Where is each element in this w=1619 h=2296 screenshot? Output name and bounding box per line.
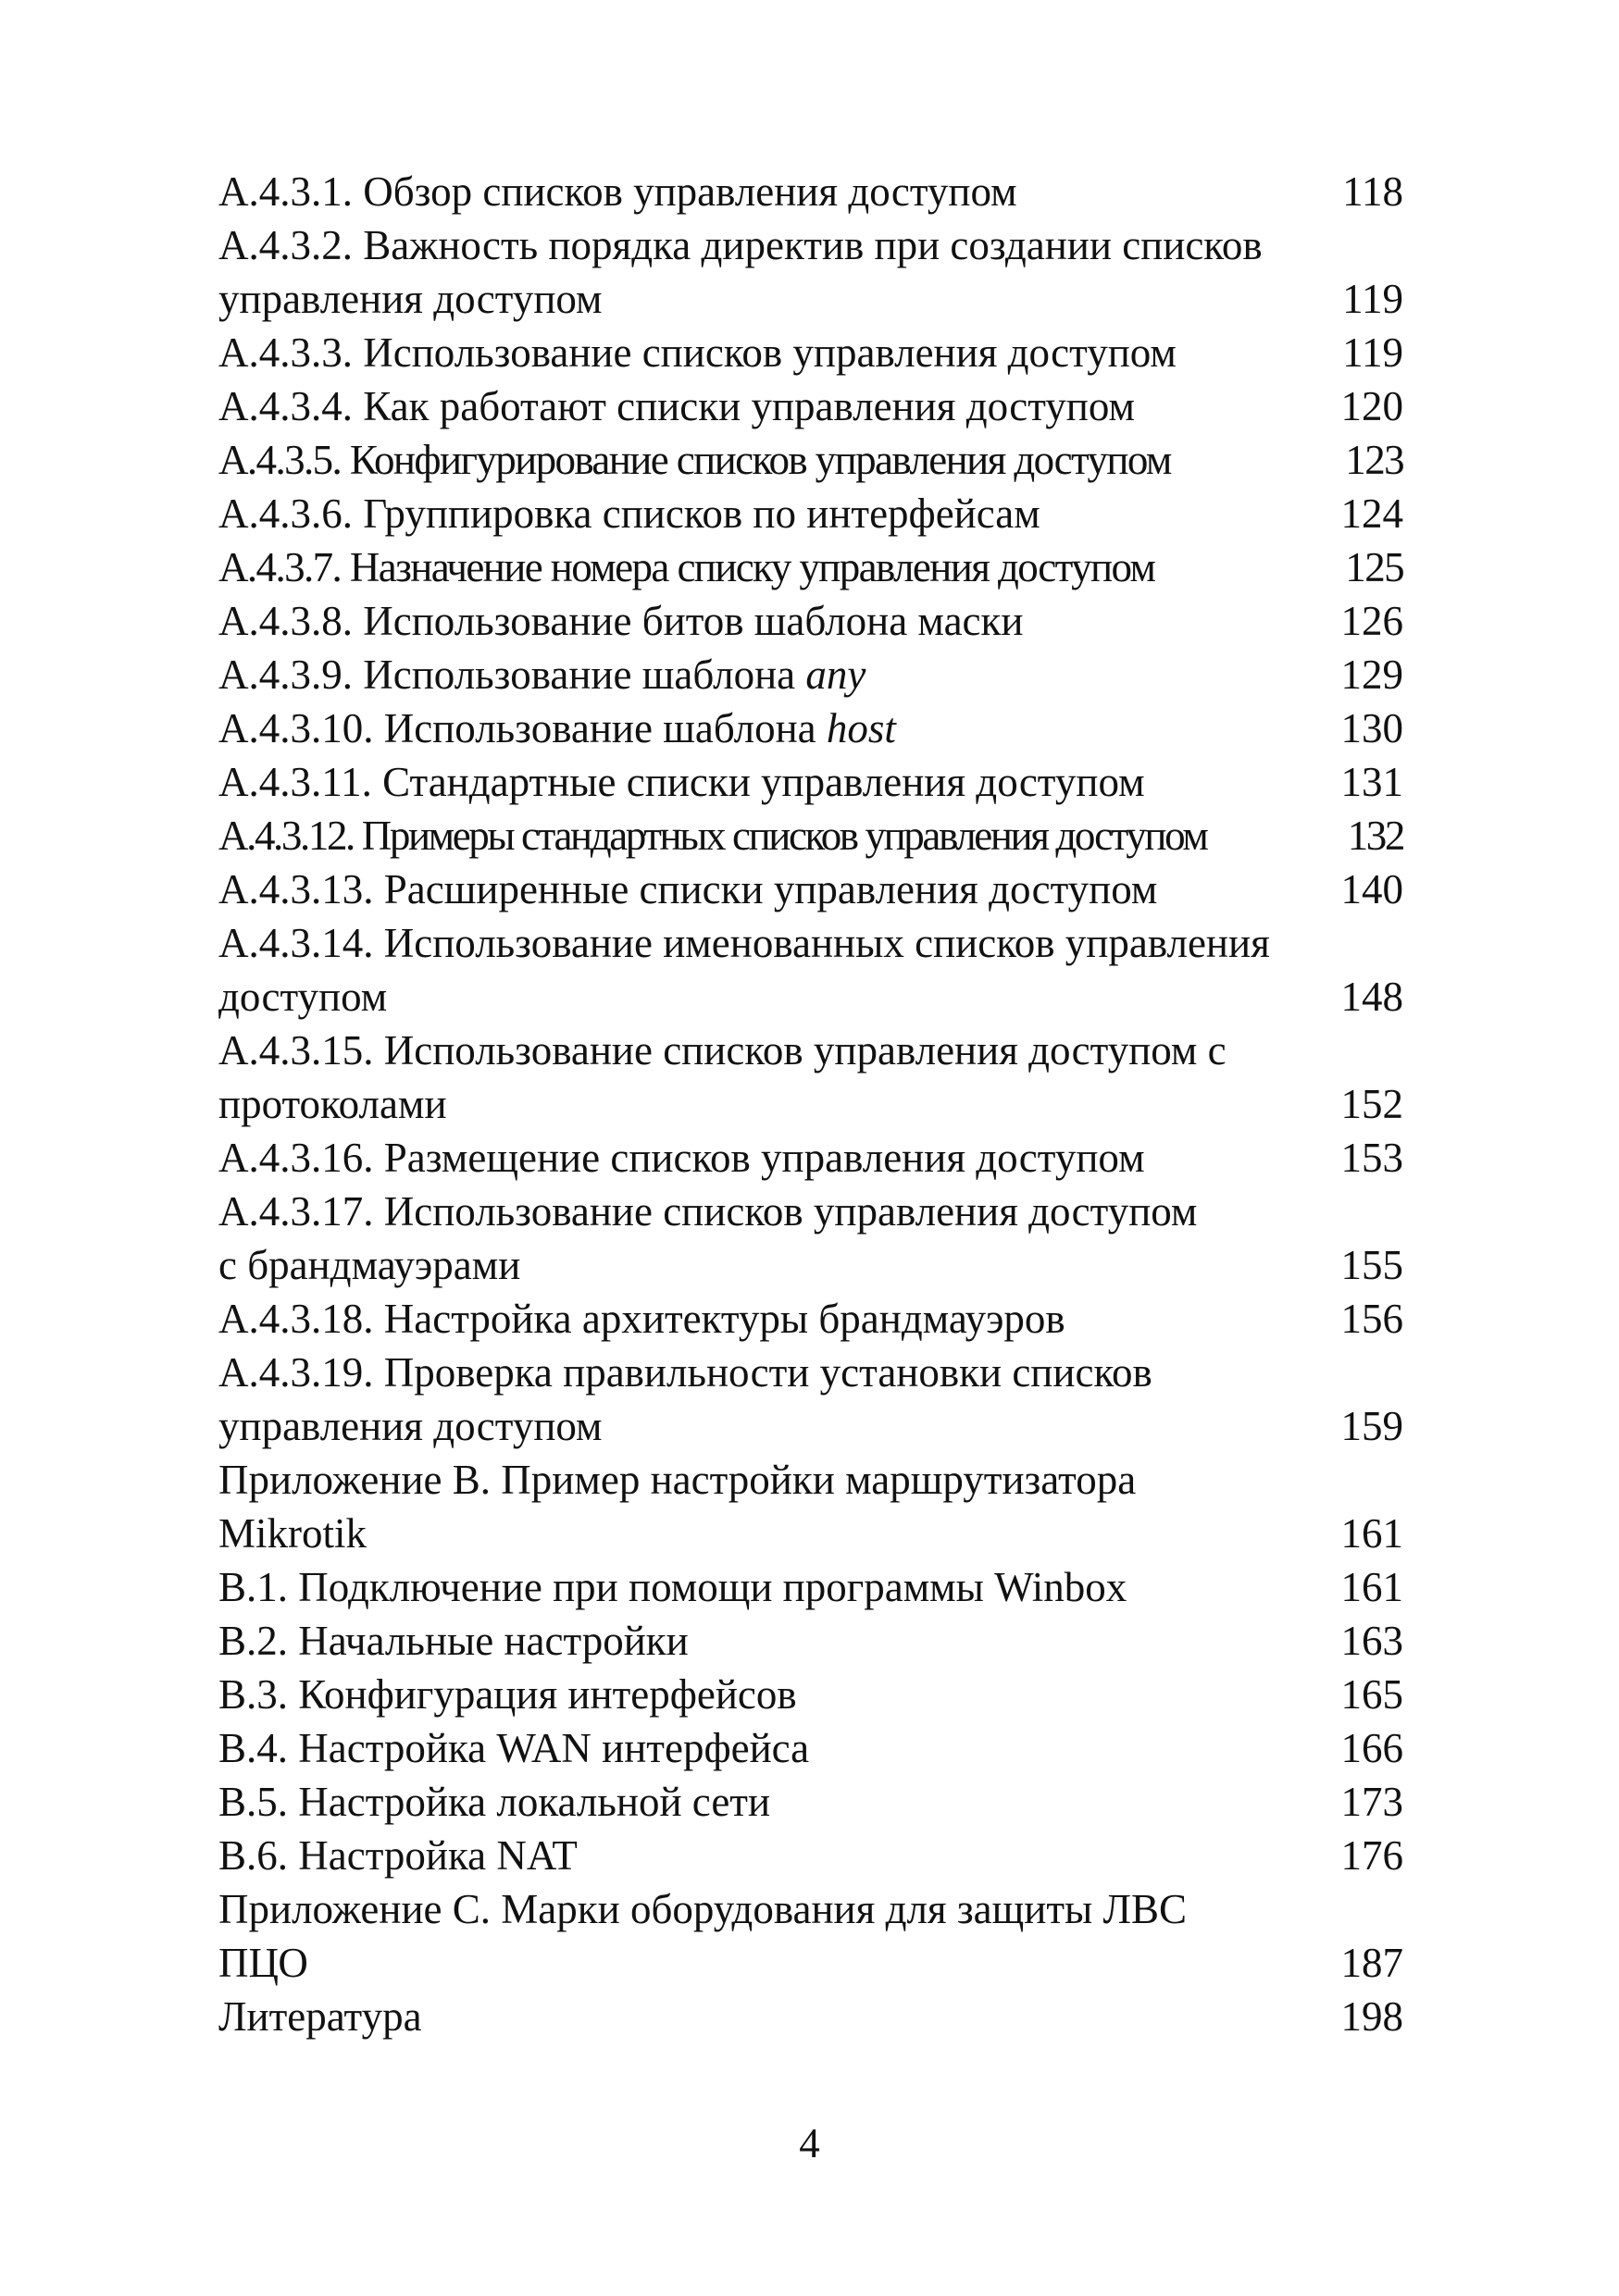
toc-entry-page: 118: [1342, 168, 1403, 215]
toc-entry-title: А.4.3.15. Использование списков управления доступом с: [218, 1027, 1227, 1074]
toc-entry[interactable]: [218, 379, 1403, 433]
toc-entry[interactable]: [218, 701, 1403, 755]
toc-entry-title: А.4.3.7. Назначение номера списку управления доступом: [218, 544, 1155, 590]
toc-entry-page: 123: [1345, 437, 1403, 483]
toc-entry-title: В.1. Подключение при помощи программы Winbox: [218, 1564, 1127, 1610]
toc-entry[interactable]: [218, 1990, 1403, 2043]
toc-entry-page: 166: [1340, 1725, 1403, 1771]
toc-entry-title: В.4. Настройка WAN интерфейса: [218, 1725, 810, 1771]
toc-entry-page: 176: [1340, 1832, 1403, 1879]
toc-entry-title: В.6. Настройка NAT: [218, 1832, 578, 1879]
toc-entry[interactable]: [218, 594, 1403, 648]
toc-entry-page: 131: [1340, 759, 1403, 805]
toc-entry-title: А.4.3.13. Расширенные списки управления доступом: [218, 866, 1158, 912]
toc-entry-title-continuation: с брандмауэрами: [218, 1242, 521, 1288]
toc-entry[interactable]: [218, 755, 1403, 809]
toc-entry-title: А.4.3.14. Использование именованных списков управления: [218, 920, 1270, 966]
toc-entry-title: А.4.3.4. Как работают списки управления доступом: [218, 383, 1135, 429]
toc-entry-page: 161: [1340, 1510, 1403, 1557]
toc-entry-title: В.2. Начальные настройки: [218, 1618, 689, 1664]
toc-entry[interactable]: [218, 1560, 1403, 1614]
toc-entry-title-continuation: ПЦО: [218, 1940, 308, 1986]
toc-entry[interactable]: [218, 165, 1403, 218]
toc-entry-page: 140: [1340, 866, 1403, 912]
toc-entry-title-continuation: управления доступом: [218, 276, 603, 322]
toc-entry[interactable]: [218, 433, 1403, 487]
toc-entry-page: 156: [1340, 1296, 1403, 1342]
toc-entry-title: А.4.3.18. Настройка архитектуры брандмауэров: [218, 1296, 1065, 1342]
toc-entry-title: В.3. Конфигурация интерфейсов: [218, 1671, 797, 1718]
toc-entry-page: 155: [1340, 1242, 1403, 1288]
toc-entry-title: А.4.3.11. Стандартные списки управления доступом: [218, 759, 1145, 805]
toc-entry-title: А.4.3.5. Конфигурирование списков управления доступом: [218, 437, 1171, 483]
toc-entry[interactable]: [218, 1775, 1403, 1829]
toc-entry[interactable]: [218, 1024, 1403, 1131]
toc-entry-page: 159: [1340, 1403, 1403, 1449]
toc-entry-page: 132: [1347, 813, 1403, 859]
toc-entry[interactable]: [218, 1185, 1403, 1292]
toc-entry-page: 173: [1340, 1779, 1403, 1825]
toc-entry-title: А.4.3.6. Группировка списков по интерфейсам: [218, 490, 1040, 537]
table-of-contents: [218, 165, 1403, 2043]
toc-entry-title: А.4.3.17. Использование списков управления доступом: [218, 1188, 1198, 1235]
toc-entry-page: 165: [1340, 1671, 1403, 1718]
toc-entry-page: 119: [1342, 276, 1403, 322]
toc-entry[interactable]: [218, 1292, 1403, 1346]
toc-entry[interactable]: [218, 218, 1403, 326]
toc-entry-title: А.4.3.9. Использование шаблона: [218, 652, 806, 698]
page-number: 4: [799, 2120, 820, 2166]
toc-entry-page: 124: [1340, 490, 1403, 537]
toc-entry[interactable]: [218, 326, 1403, 379]
toc-entry[interactable]: [218, 863, 1403, 916]
toc-entry[interactable]: [218, 1453, 1403, 1560]
toc-entry-title: А.4.3.12. Примеры стандартных списков управления доступом: [218, 813, 1207, 859]
toc-entry[interactable]: [218, 1882, 1403, 1990]
toc-entry[interactable]: [218, 648, 1403, 701]
toc-entry-title: А.4.3.2. Важность порядка директив при создании списков: [218, 222, 1263, 268]
toc-entry-title: А.4.3.1. Обзор списков управления доступом: [218, 168, 1017, 215]
toc-entry-title-emphasis: host: [826, 705, 896, 751]
toc-entry-title: Приложение В. Пример настройки маршрутизатора: [218, 1457, 1137, 1503]
toc-entry-page: 125: [1345, 544, 1403, 590]
toc-entry-page: 129: [1340, 652, 1403, 698]
toc-entry[interactable]: [218, 1346, 1403, 1453]
toc-entry-title-wrapper: [218, 701, 1331, 755]
toc-entry[interactable]: [218, 1721, 1403, 1775]
toc-entry-page: 187: [1340, 1940, 1403, 1986]
toc-entry-title-continuation: протоколами: [218, 1081, 447, 1127]
toc-entry-page: 161: [1340, 1564, 1403, 1610]
toc-entry-title: А.4.3.8. Использование битов шаблона маски: [218, 598, 1024, 644]
toc-entry[interactable]: [218, 1614, 1403, 1668]
toc-entry-page: 126: [1340, 598, 1403, 644]
toc-entry-page: 119: [1342, 329, 1403, 376]
toc-entry-page: 130: [1340, 705, 1403, 751]
toc-entry-page: 120: [1340, 383, 1403, 429]
toc-entry-title: В.5. Настройка локальной сети: [218, 1779, 771, 1825]
toc-entry-title-emphasis: any: [805, 652, 866, 698]
toc-entry[interactable]: [218, 809, 1403, 863]
toc-entry[interactable]: [218, 1829, 1403, 1882]
toc-entry-title: Литература: [218, 1993, 422, 2040]
toc-entry[interactable]: [218, 916, 1403, 1024]
toc-entry[interactable]: [218, 1131, 1403, 1185]
toc-entry-title: А.4.3.3. Использование списков управления доступом: [218, 329, 1177, 376]
toc-entry-title-wrapper: [218, 648, 1331, 701]
toc-entry[interactable]: [218, 487, 1403, 540]
toc-entry-page: 153: [1340, 1135, 1403, 1181]
toc-entry-page: 163: [1340, 1618, 1403, 1664]
toc-entry-title-continuation: Mikrotik: [218, 1510, 367, 1557]
toc-entry-title: Приложение С. Марки оборудования для защиты ЛВС: [218, 1886, 1188, 1932]
toc-entry-title: А.4.3.10. Использование шаблона: [218, 705, 827, 751]
toc-entry-page: 198: [1340, 1993, 1403, 2040]
toc-entry-title-continuation: доступом: [218, 974, 388, 1020]
toc-entry[interactable]: [218, 1668, 1403, 1721]
toc-entry-page: 148: [1340, 974, 1403, 1020]
toc-entry-title: А.4.3.16. Размещение списков управления доступом: [218, 1135, 1145, 1181]
toc-entry-title: А.4.3.19. Проверка правильности установки списков: [218, 1349, 1152, 1396]
toc-entry-title-continuation: управления доступом: [218, 1403, 603, 1449]
toc-entry-page: 152: [1340, 1081, 1403, 1127]
toc-entry[interactable]: [218, 540, 1403, 594]
